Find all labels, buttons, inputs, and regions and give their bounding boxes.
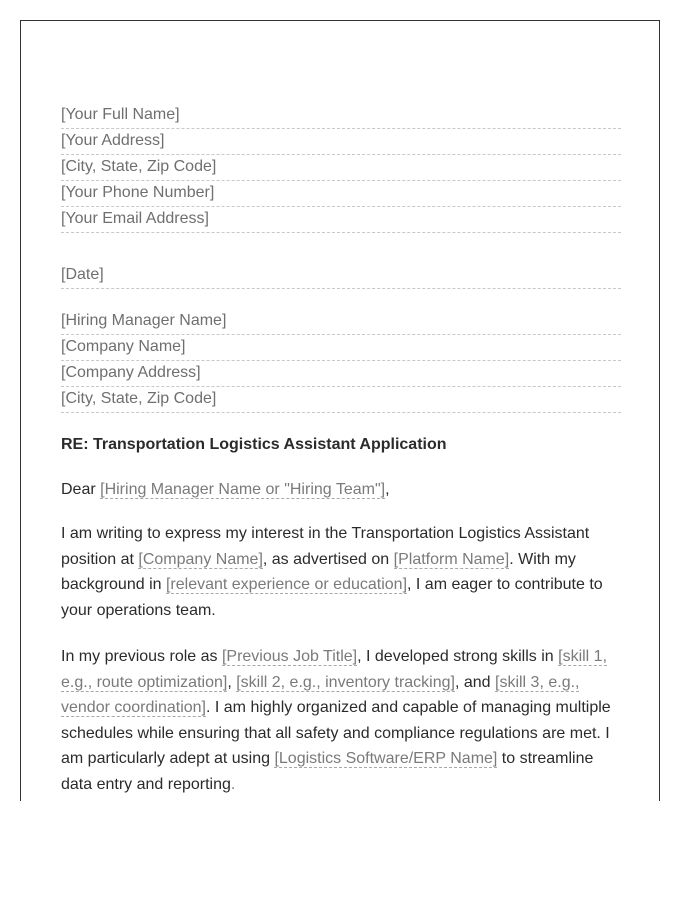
body-paragraph-1 [61, 521, 621, 623]
p2-text-5: . I am highly organized and capable of managing multiple schedules while ensuring that all safety and compliance regulations are met. I am particularly adept at using [61, 699, 611, 767]
sender-city-state-zip[interactable]: [City, State, Zip Code] [61, 155, 621, 181]
p1-text-4: , I am eager to contribute to your operations team. [61, 576, 603, 619]
sender-full-name[interactable]: [Your Full Name] [61, 103, 621, 129]
p1-text-1: I am writing to express my interest in the Transportation Logistics Assistant position at [61, 525, 590, 568]
salutation-prefix: Dear [61, 481, 101, 498]
p1-text-3: . With my background in [61, 550, 576, 593]
p1-company-placeholder[interactable]: [Company Name] [138, 550, 263, 568]
recipient-block [61, 309, 621, 413]
recipient-company-address[interactable]: [Company Address] [61, 361, 621, 387]
p1-platform-placeholder[interactable]: [Platform Name] [393, 550, 510, 568]
sender-email[interactable]: [Your Email Address] [61, 207, 621, 233]
p2-text-6: to streamline data entry and reporting [61, 750, 594, 793]
p2-text-3: , [227, 673, 237, 691]
subject-line: RE: Transportation Logistics Assistant Application [61, 436, 447, 453]
p2-text-7: . [230, 775, 236, 793]
recipient-manager-name[interactable]: [Hiring Manager Name] [61, 309, 621, 335]
p2-skill3-placeholder[interactable]: [skill 3, e.g., vendor coordination] [61, 673, 580, 716]
p2-skill2-placeholder[interactable]: [skill 2, e.g., inventory tracking] [236, 673, 455, 691]
letter-date[interactable]: [Date] [61, 263, 621, 289]
letter-page [20, 20, 660, 801]
body-paragraph-2 [61, 644, 621, 797]
salutation-suffix: , [385, 481, 390, 498]
sender-block [61, 103, 621, 233]
salutation [61, 480, 621, 500]
recipient-city-state-zip[interactable]: [City, State, Zip Code] [61, 387, 621, 413]
salutation-placeholder[interactable]: [Hiring Manager Name or "Hiring Team"] [100, 481, 386, 498]
sender-phone[interactable]: [Your Phone Number] [61, 181, 621, 207]
p2-text-2: , I developed strong skills in [357, 648, 559, 665]
p2-text-4: , and [454, 673, 495, 691]
letter-content [61, 103, 621, 797]
sender-address[interactable]: [Your Address] [61, 129, 621, 155]
p2-text-1: In my previous role as [61, 648, 222, 665]
p1-text-2: , as advertised on [262, 550, 394, 568]
p1-experience-placeholder[interactable]: [relevant experience or education] [165, 576, 408, 593]
p2-job-title-placeholder[interactable]: [Previous Job Title] [221, 648, 358, 665]
recipient-company-name[interactable]: [Company Name] [61, 335, 621, 361]
p2-software-placeholder[interactable]: [Logistics Software/ERP Name] [274, 750, 498, 767]
p2-skill1-placeholder[interactable]: [skill 1, e.g., route optimization] [61, 648, 608, 691]
